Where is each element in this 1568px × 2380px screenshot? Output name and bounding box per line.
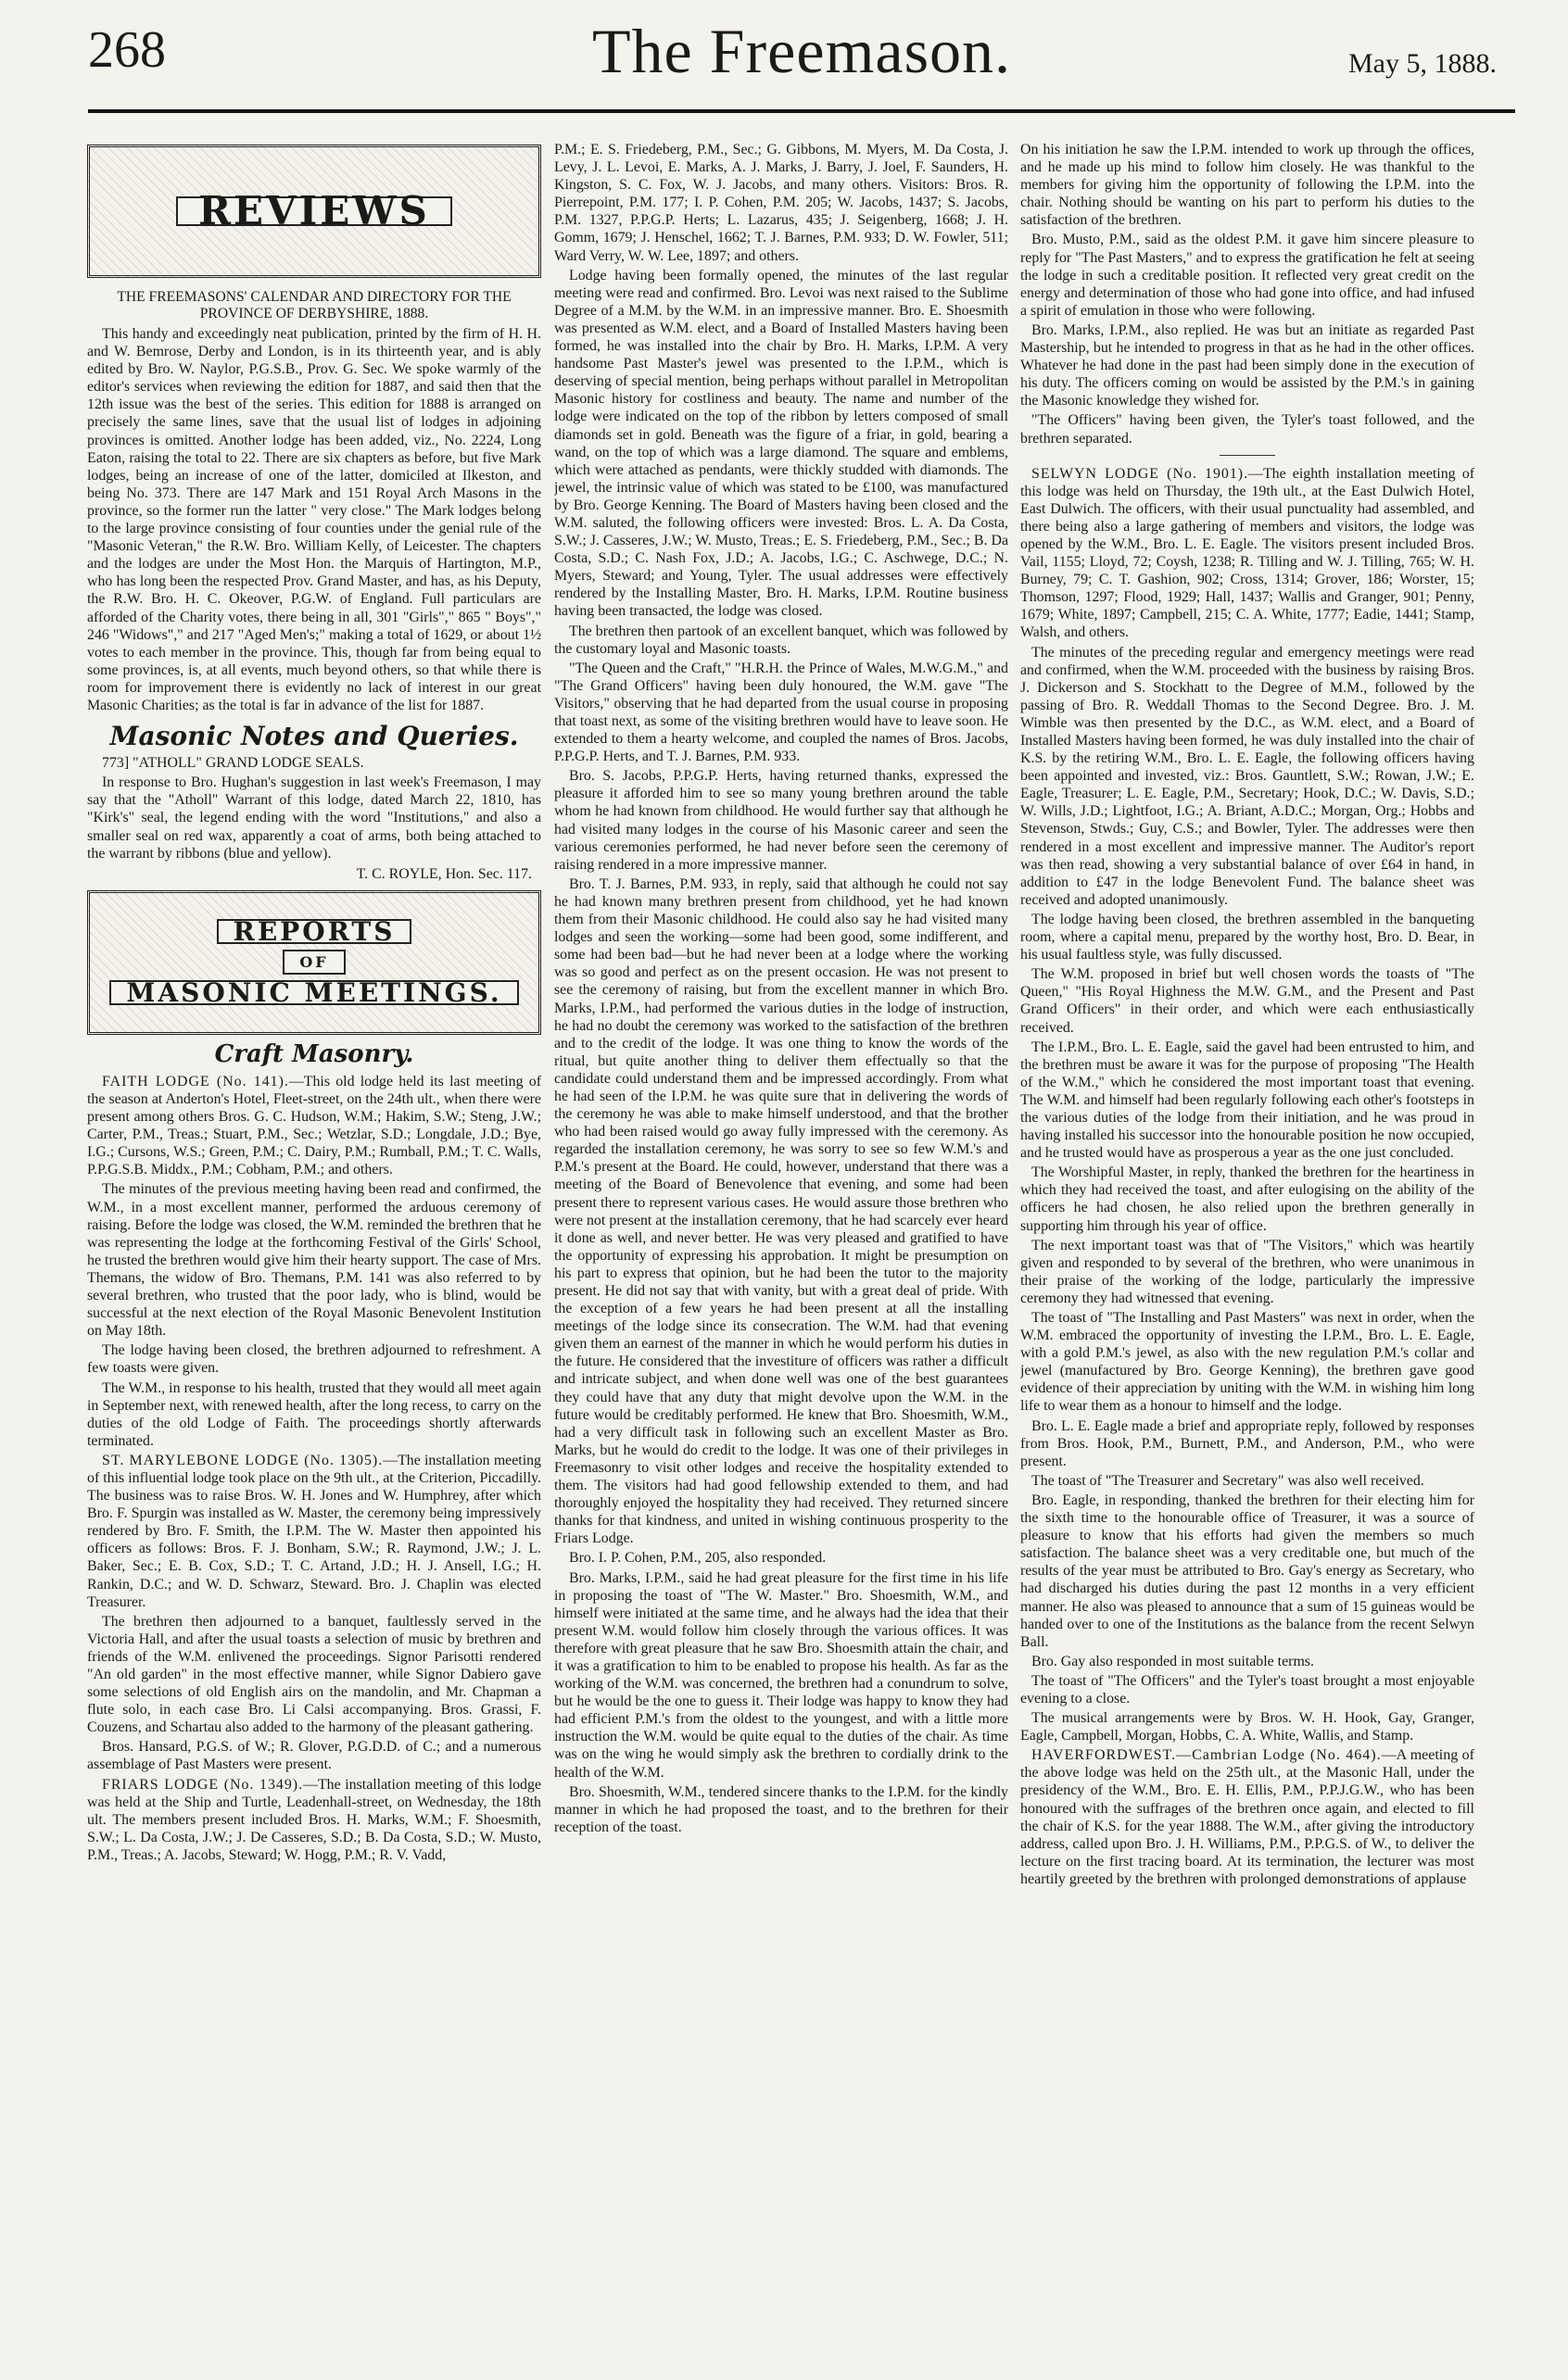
friars-lodge-paragraph: The brethren then partook of an excellent banquet, which was followed by the customary loyal and Masonic toasts. xyxy=(554,623,1008,657)
notes-signature: T. C. ROYLE, Hon. Sec. 117. xyxy=(356,865,532,882)
column-1 xyxy=(87,141,541,2360)
reviews-banner-text: REVIEWS xyxy=(176,196,452,225)
review-paragraph: This handy and exceedingly neat publication, printed by the firm of H. H. and W. Bemrose, Derby and London, is in its thirteenth year, and is ably edited by Bro. W. Naylor, P.G.S.B., Prov. G. Sec. We spoke warmly of the editor's services when reviewing the edition for 1887, and said then that the 12th issue was the best of the series. This edition for 1888 is arranged on precisely the same lines, save that the usual list of lodges in adjoining provinces is omitted. Another lodge has been added, viz., No. 2224, Long Eaton, raising the total to 22. There are six chapters as before, but five Mark lodges, being an increase of one of the latter, domiciled at Ilkeston, and being No. 373. There are 147 Mark and 151 Royal Arch Masons in the province, so the former run the latter " very close." The Mark lodges belong to the large province consisting of four counties under the genial rule of the "Masonic Veteran," the R.W. Bro. William Kelly, of Leicester. The chapters and the lodges are under the Most Hon. the Marquis of Hartington, M.P., who has long been the respected Prov. Grand Master, and has, as his Deputy, the R.W. Bro. H. C. Okeover, P.G.W. of England. Full particulars are afforded of the Charity votes, there being in all, 301 "Girls"," 865 " Boys"," 246 "Widows"," and 217 "Aged Men's;" making a total of 1629, or about 1½ votes to each member in the province. This, though far from being equal to some provinces, is, at all events, much beyond others, so that while there is room for improvement there is evidently no lack of interest in our great Masonic Charities; as the total is far in advance of the list for 1887. xyxy=(87,326,541,713)
marylebone-lodge-report: ST. MARYLEBONE LODGE (No. 1305).—The installation meeting of this influential lodge took place on the 9th ult., at the Criterion, Piccadilly. The business was to raise Bros. W. H. Jones and W. Humphrey, after which Bro. F. Spurgin was installed as W. Master, the ceremony being impressively rendered by Bro. F. Smith, the I.P.M. The W. Master then appointed his officers as follows: Bros. F. J. Bonham, S.W.; R. Raymond, J.W.; J. L. Baker, Sec.; E. B. Cox, S.D.; T. C. Artand, J.D.; H. J. Ansell, I.G.; H. Rankin, D.C.; and W. D. Schwarz, Steward. Bro. J. Chaplin was elected Treasurer. xyxy=(87,1452,541,1610)
reports-banner xyxy=(87,890,541,1035)
review-title: THE FREEMASONS' CALENDAR AND DIRECTORY FOR THE PROVINCE OF DERBYSHIRE, 1888. xyxy=(117,289,512,321)
friars-lodge-paragraph: P.M.; E. S. Friedeberg, P.M., Sec.; G. Gibbons, M. Myers, M. Da Costa, J. Levy, J. L. Levoi, E. Marks, A. J. Marks, J. Barry, J. Joel, F. Saunders, H. Kingston, S. C. Fox, W. J. Jacobs, and many others. Visitors: Bros. R. Pierrepoint, P.M. 177; I. P. Cohen, P.M. 205; W. Jacobs, 1437; S. Jacobs, P.M. 1327, P.P.G.P. Herts; L. Lazarus, 435; J. Seigenberg, 1668; J. H. Gomm, 1679; J. Henschel, 1662; T. J. Barnes, P.M. 933; D. W. Fowler, 511; Ward Verry, W. W. Lee, 1897; and others. xyxy=(554,142,1008,264)
friars-lodge-paragraph: "The Queen and the Craft," "H.R.H. the Prince of Wales, M.W.G.M.," and "The Grand Officers" having been duly honoured, the W.M. gave "The Visitors," observing that he had departed from the usual course in proposing that toast next, as some of the visiting brethren would have to leave soon. He extended to them a hearty welcome, and coupled the names of Bros. Jacobs, P.P.G.P. Herts, and T. J. Barnes, P.M. 933. xyxy=(554,660,1008,765)
newspaper-title: The Freemason. xyxy=(591,16,1012,86)
faith-lodge-paragraph: The lodge having been closed, the brethren adjourned to refreshment. A few toasts were given. xyxy=(87,1342,541,1377)
notes-item-heading: 773] "ATHOLL" GRAND LODGE SEALS. xyxy=(102,755,364,772)
selwyn-lodge-paragraph: The lodge having been closed, the brethren assembled in the banqueting room, where a capital menu, prepared by the worthy host, Bro. D. Bear, in his usual faultless style, was fully discussed. xyxy=(1020,911,1474,963)
haverfordwest-lodge-heading: HAVERFORDWEST.—Cambrian Lodge (No. 464). xyxy=(1031,1747,1382,1764)
selwyn-lodge-paragraph: The musical arrangements were by Bros. W. H. Hook, Gay, Granger, Eagle, Campbell, Morgan, Hobbs, C. A. White, Wallis, and Stamp. xyxy=(1020,1710,1474,1744)
friars-lodge-paragraph: Bro. Shoesmith, W.M., tendered sincere thanks to the I.P.M. for the kindly manner in which he had proposed the toast, and to the brethren for their reception of the toast. xyxy=(554,1783,1008,1835)
marylebone-lodge-paragraph: The brethren then adjourned to a banquet, faultlessly served in the Victoria Hall, and after the usual toasts a selection of music by brethren and friends of the W.M. enlivened the proceedings. Signor Parisotti rendered "An old garden" in the most effective manner, while Signor Dabiero gave some selections of old English airs on the mandolin, and Mr. Chapman a flute solo, in each case Bro. Li Calsi accompanying. Bros. Grassi, F. Couzens, and Schartau also added to the harmony of the pleasant gathering. xyxy=(87,1613,541,1736)
friars-lodge-report: FRIARS LODGE (No. 1349).—The installation meeting of this lodge was held at the Ship and Turtle, Leadenhall-street, on Wednesday, the 18th ult. The members present included Bros. H. Marks, W.M.; F. Shoesmith, S.W.; L. Da Costa, J.W.; J. De Casseres, S.D.; B. Da Costa, S.D.; W. Musto, P.M., Treas.; A. Jacobs, Steward; W. Hogg, P.M.; R. V. Vadd, xyxy=(87,1776,541,1863)
column-2 xyxy=(554,141,1008,2360)
faith-lodge-report: FAITH LODGE (No. 141).—This old lodge held its last meeting of the season at Anderton's Hotel, Fleet-street, on the 24th ult., when there were present among others Bros. G. C. Hudson, W.M.; Hakim, S.W.; Steng, J.W.; Carter, P.M., Treas.; Stuart, P.M., Sec.; Wetzlar, S.D.; Longdale, J.D.; Bye, I.G.; Cursons, W.S.; Green, P.M.; C. Dairy, P.M.; Rumball, P.M.; T. C. Walls, P.P.G.S.B. Middx., P.M.; Cobham, P.M.; and others. xyxy=(87,1073,541,1178)
selwyn-lodge-paragraph: The W.M. proposed in brief but well chosen words the toasts of "The Queen," "His Royal Highness the M.W. G.M., and the Present and Past Grand Officers" in their order, and which were each enthusiastically received. xyxy=(1020,966,1474,1036)
page-number: 268 xyxy=(88,21,166,79)
friars-lodge-heading: FRIARS LODGE (No. 1349). xyxy=(102,1776,304,1793)
reports-banner-line-1: REPORTS xyxy=(217,919,412,944)
reports-banner-line-2: OF xyxy=(283,950,345,975)
friars-lodge-paragraph: Bro. Musto, P.M., said as the oldest P.M. it gave him sincere pleasure to reply for "The Past Masters," and to express the gratification he felt at seeing the lodge in such a creditable position. It reflected very great credit on the energy and determination of those who had gone into office, and had infused a spirit of emulation in those who were following. xyxy=(1020,232,1474,319)
selwyn-lodge-paragraph: Bro. Eagle, in responding, thanked the brethren for their electing him for the sixth time to the honourable office of Treasurer, it was a source of pleasure to know that his efforts had given the members so much satisfaction. The balance sheet was a very creditable one, but much of the results of the year must be attributed to Bro. Gay's energy as Secretary, who had discharged his duties during the past 12 months in a very efficient manner. He also was pleased to announce that a sum of 15 guineas would be handed over to one of the Institutions as the balance from the recent Selwyn Ball. xyxy=(1020,1492,1474,1650)
notes-queries-title: Masonic Notes and Queries. xyxy=(109,721,519,752)
selwyn-lodge-paragraph: The next important toast was that of "The Visitors," which was heartily given and responded to by several of the brethren, who were unanimous in their praise of the working of the lodge, particularly the impressive ceremony they had witnessed that evening. xyxy=(1020,1237,1474,1306)
faith-lodge-paragraph: The W.M., in response to his health, trusted that they would all meet again in September next, with renewed health, after the long recess, to carry on the duties of the old Lodge of Faith. The proceedings shortly afterwards terminated. xyxy=(87,1379,541,1449)
selwyn-lodge-paragraph: The I.P.M., Bro. L. E. Eagle, said the gavel had been entrusted to him, and the brethren must be aware it was for the purpose of proposing "The Health of the W.M.," which he considered the most important toast that evening. The W.M. and himself had been regularly following each other's footsteps in the various duties of the lodge from their initiation, and he was proud in having installed his successor into the honourable position he now occupied, and he trusted would have as prosperous a year as the one just concluded. xyxy=(1020,1039,1474,1162)
craft-masonry-title: Craft Masonry. xyxy=(214,1039,414,1068)
faith-lodge-paragraph: The minutes of the previous meeting having been read and confirmed, the W.M., in a most excellent manner, performed the arduous ceremony of raising. Before the lodge was closed, the W.M. reminded the brethren that he was representing the lodge at the forthcoming Festival of the Girls' School, he trusted the brethren would give him their hearty support. The case of Mrs. Themans, the widow of Bro. Themans, P.M. 141 was also referred to by several brethren, who trusted that the poor lady, who is blind, would be successful at the next election of the Royal Masonic Benevolent Institution on May 18th. xyxy=(87,1181,541,1340)
selwyn-lodge-paragraph: Bro. L. E. Eagle made a brief and appropriate reply, followed by responses from Bros. Hook, P.M., Burnett, P.M., and Anderson, P.M., who were present. xyxy=(1020,1417,1474,1469)
friars-lodge-paragraph: On his initiation he saw the I.P.M. intended to work up through the offices, and he made up his mind to follow him closely. He was thankful to the members for giving him the opportunity of following the I.P.M. into the chair. Nothing should be wanting on his part to perform his duties to the satisfaction of the brethren. xyxy=(1020,142,1474,229)
selwyn-lodge-paragraph: The toast of "The Treasurer and Secretary" was also well received. xyxy=(1031,1472,1424,1489)
friars-lodge-paragraph: Bro. Marks, I.P.M., said he had great pleasure for the first time in his life in proposing the toast of "The W. Master." Bro. Shoesmith, W.M., and himself were initiated at the same time, and he always had the idea that their present W.M. would follow him closely through the various offices. It was therefore with great pleasure that he saw Bro. Shoesmith attain the chair, and it was a gratification to him to be enabled to propose his health. As far as the working of the W.M. was concerned, the brethren had a conundrum to solve, but he would be the one to guess it. Their lodge was happy to know they had had efficient P.M.'s from the oldest to the youngest, and with a little more instruction the W.M. would be quite equal to the duties of the chair. As time was on the wing he would simply ask the brethren to cordially drink to the health of the W.M. xyxy=(554,1569,1008,1781)
selwyn-lodge-paragraph: The toast of "The Installing and Past Masters" was next in order, when the W.M. embraced the opportunity of investing the I.P.M., Bro. L. E. Eagle, with a gold P.M.'s jewel, as also with the new regulation P.M.'s collar and jewel (manufactured by Bro. George Kenning), the brethren gave good evidence of their appreciation by uniting with the W.M. in wishing him long life to wear them as a honour to himself and the lodge. xyxy=(1020,1310,1474,1415)
selwyn-lodge-paragraph: The Worshipful Master, in reply, thanked the brethren for the heartiness in which they had received the toast, and after eulogising on the ability of the officers he had chosen, he also relied upon the brethren generally in supporting him through his year of office. xyxy=(1020,1165,1474,1234)
friars-lodge-paragraph: Lodge having been formally opened, the minutes of the last regular meeting were read and confirmed. Bro. Levoi was next raised to the Sublime Degree of a M.M. by the W.M. in an impressive manner. Bro. E. Shoesmith was presented as W.M. elect, and a Board of Installed Masters having been formed, he was installed into the chair by Bro. H. Marks, I.P.M. A very handsome Past Master's jewel was presented to the I.P.M., which is deserving of special mention, being perhaps without parallel in Metropolitan Masonic history for costliness and beauty. The name and number of the lodge were indicated on the top of the ribbon by letters composed of small diamonds set in gold. Beneath was the figure of a friar, in gold, bearing a wand, on the top of which was a large diamond. The square and emblems, which were attached as pendants, were thickly studded with diamonds. The jewel, the intrinsic value of which was stated to be £100, was manufactured by Bro. George Kenning. The Board of Masters having been closed and the W.M. saluted, the following officers were invested: Bros. L. A. Da Costa, S.W.; J. Casseres, J.W.; W. Musto, Treas.; E. S. Friedeberg, P.M., Sec.; B. Da Costa, S.D.; C. Nash Fox, J.D.; A. Jacobs, I.G.; C. Aschwege, D.C.; N. Myers, Steward; and Young, Tyler. The usual addresses were effectively rendered by the Installing Master, Bro. H. Marks, I.P.M. Routine business having been transacted, the lodge was closed. xyxy=(554,267,1008,620)
friars-lodge-paragraph: Bro. I. P. Cohen, P.M., 205, also responded. xyxy=(569,1550,827,1567)
column-3 xyxy=(1020,141,1474,2360)
selwyn-lodge-heading: SELWYN LODGE (No. 1901). xyxy=(1031,465,1249,482)
section-divider xyxy=(1220,455,1275,456)
selwyn-lodge-report: SELWYN LODGE (No. 1901).—The eighth installation meeting of this lodge was held on Thursday, the 19th ult., at the East Dulwich Hotel, East Dulwich. The officers, with their usual punctuality had assembled, and there being also a large gathering of members and visitors, the lodge was opened by the W.M., Bro. L. E. Eagle. The visitors present included Bros. Vail, 1155; Lloyd, 72; Coysh, 1238; R. Tilling and W. J. Tilling, 765; W. H. Burney, 79; C. T. Gashion, 902; Cross, 1314; Grover, 186; Worster, 15; Thomson, 1297; Flood, 1929; Hall, 1437; Wallis and Granger, 901; Penny, 1679; White, 1897; Campbell, 215; C. A. White, 1777; Eadie, 1441; Stamp, Walsh, and others. xyxy=(1020,465,1474,641)
reports-banner-line-3: MASONIC MEETINGS. xyxy=(109,980,518,1005)
friars-lodge-paragraph: Bro. T. J. Barnes, P.M. 933, in reply, said that although he could not say he had known many brethren present from childhood, yet he had known them from their Masonic childhood. He could also say he had visited many lodges and seen the working—some had been good, some indifferent, and some had been bad—but he had never been at a lodge where the working was so good and perfect as on the present occasion. He was not present to see the ceremony of raising, but from the excellent manner in which Bro. Marks, I.P.M., had performed the various duties in the lodge of instruction, he had no doubt the ceremony was worked to the satisfaction of the brethren and to the credit of the lodge. It was one thing to know the words of the ritual, but quite another thing to deliver them effectually so that the candidate could understand them and be impressed accordingly. From what he had seen of the I.P.M. he was quite sure that in delivering the words of the ceremony he was able to make himself understood, and that the brother who had been raised would go away fully impressed with the ceremony. As regarded the installation ceremony, he was sorry to see so few W.M.'s and P.M.'s present at the Board. He could, however, understand that there was a meeting of the Board of Benevolence that evening, and some had been present there to represent various cases. He would assure those brethren who were not present at the installation ceremony, that he had scarcely ever heard it done as well, and never better. He was very pleased and gratified to have the opportunity of expressing his approbation. It might be presumption on his part to express that opinion, but he had been the tutor to the majority present. He did not say that with vanity, but with a great deal of pride. With the exception of a few years he had been present at all the installing meetings of the lodge since its consecration. The W.M. had that evening given them an earnest of the manner in which he would perform his duties in the future. He considered that the investiture of officers was rather a difficult and intricate subject, and when done well was one of the best guarantees they could have that any duty that might devolve upon the W.M. in the future would be creditably performed. He knew that Bro. Shoesmith, W.M., had a very difficult task in following such an excellent Master as Bro. Marks, but he would do credit to the lodge. It was one of their privileges in Freemasonry to visit other lodges and receive the hospitality extended to them. The visitors had had good fellowship extended to them, and had thoroughly enjoyed the hospitality they had received. They returned sincere thanks for that kindness, and united in wishing continuous prosperity to the Friars Lodge. xyxy=(554,875,1008,1547)
selwyn-lodge-paragraph: The minutes of the preceding regular and emergency meetings were read and confirmed, when the W.M. proceeded with the business by raising Bros. J. Dickerson and S. Stockhatt to the Degree of M.M., followed by the passing of Bro. R. Weddall Thomas to the Second Degree. Bro. J. M. Wimble was then presented by the D.C., as W.M. elect, and a Board of Installed Masters having been formed, he was duly installed into the chair of K.S. by the retiring W.M., Bro. L. E. Eagle, the following officers having been appointed and invested, viz.: Bros. Gauntlett, S.W.; Rowan, J.W.; E. Eagle, Treasurer; L. E. Eagle, P.M., Secretary; Hook, D.C.; W. Davis, S.D.; W. Wills, J.D.; Lightfoot, I.G.; A. Briant, A.D.C.; Morgan, Org.; Hobbs and Stevenson, Stwds.; Guy, C.S.; and Bowler, Tyler. The addresses were then rendered in a most excellent and impressive manner. The Auditor's report was then read, showing a very substantial balance of over £64 in hand, in addition to £47 in the lodge Benevolent Fund. The balance sheet was received and adopted unanimously. xyxy=(1020,644,1474,908)
selwyn-lodge-paragraph: Bro. Gay also responded in most suitable terms. xyxy=(1031,1653,1314,1669)
notes-paragraph: In response to Bro. Hughan's suggestion in last week's Freemason, I may say that the "Atholl" Warrant of this lodge, dated March 22, 1810, has "Kirk's" seal, the legend ending with the word "Institutions," and also a smaller seal on red wax, apparently a coat of arms, both being attached to the warrant by ribbons (blue and yellow). xyxy=(87,774,541,862)
friars-lodge-paragraph: Bro. Marks, I.P.M., also replied. He was but an initiate as regarded Past Mastership, but he intended to progress in that as he had in the other offices. Whatever he had done in the past had been simply done in the execution of his duty. The officers coming on would be assisted by the P.M.'s in gaining the Masonic knowledge they wished for. xyxy=(1020,321,1474,409)
friars-lodge-paragraph: Bro. S. Jacobs, P.P.G.P. Herts, having returned thanks, expressed the pleasure it afforded him to see so many young brethren around the table whom he had known from childhood. He would further say that although he had visited many lodges in the course of his Masonic career and seen the various ceremonies performed, he had never before seen the ceremony of raising rendered in a more impressive manner. xyxy=(554,768,1008,873)
faith-lodge-heading: FAITH LODGE (No. 141). xyxy=(102,1073,289,1089)
friars-lodge-paragraph: "The Officers" having been given, the Tyler's toast followed, and the brethren separated. xyxy=(1020,412,1474,447)
selwyn-lodge-paragraph: The toast of "The Officers" and the Tyler's toast brought a most enjoyable evening to a close. xyxy=(1020,1672,1474,1706)
reviews-banner xyxy=(87,145,541,278)
issue-date: May 5, 1888. xyxy=(1348,48,1497,79)
haverfordwest-lodge-report: HAVERFORDWEST.—Cambrian Lodge (No. 464).—A meeting of the above lodge was held on the 25th ult., at the Masonic Hall, under the presidency of the W.M., Bro. E. H. Ellis, P.M., P.P.J.G.W., who has been honoured with the suffrages of the brethren once again, and elected to fill the chair of K.S. for the year 1888. The W.M., after giving the introductory address, called upon Bro. J. H. Williams, P.M., P.P.G.S. of W., to deliver the lecture on the first tracing board. At its termination, the lecturer was most heartily greeted by the brethren with prolonged demonstrations of applause xyxy=(1020,1747,1474,1887)
marylebone-lodge-heading: ST. MARYLEBONE LODGE (No. 1305). xyxy=(102,1452,384,1468)
masthead xyxy=(88,7,1515,113)
marylebone-lodge-paragraph: Bros. Hansard, P.G.S. of W.; R. Glover, P.G.D.D. of C.; and a numerous assemblage of Past Masters were present. xyxy=(87,1739,541,1773)
